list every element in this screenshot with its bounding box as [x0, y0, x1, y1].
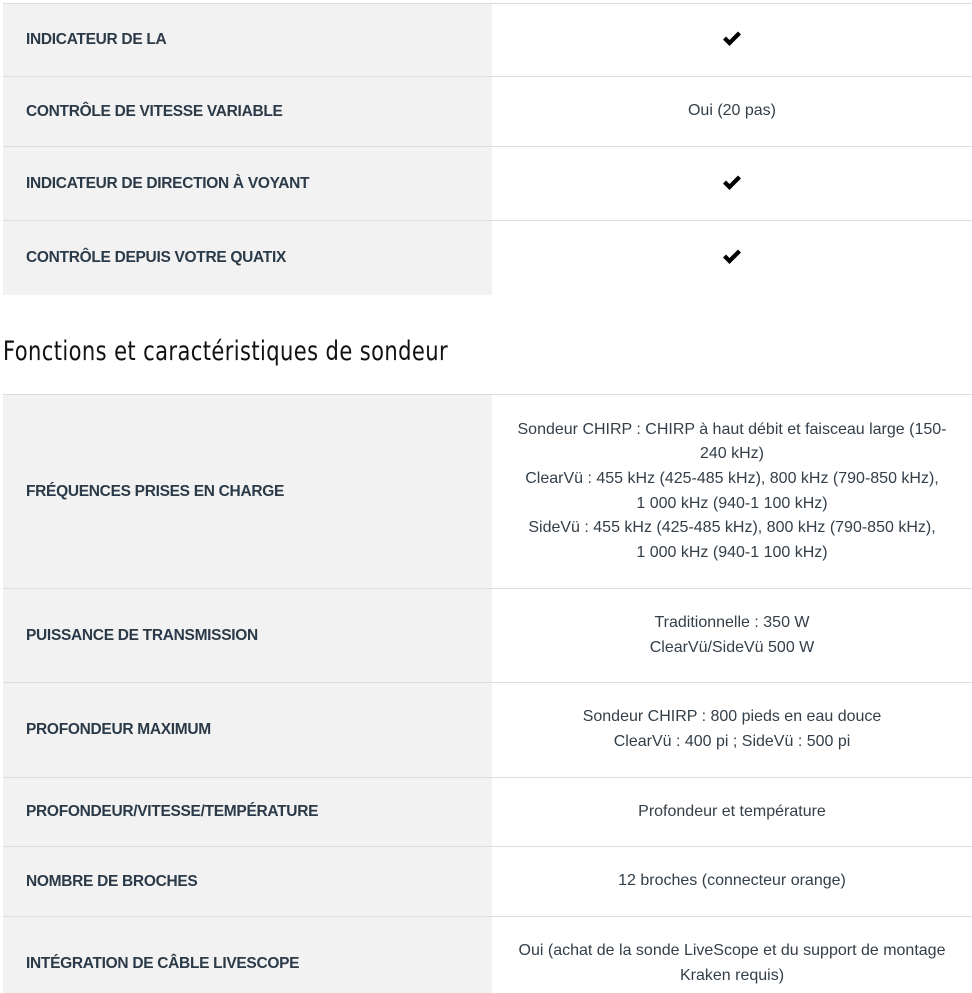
row-label: INDICATEUR DE LA — [3, 4, 492, 77]
value-line: Profondeur et température — [638, 802, 826, 820]
table-row — [3, 221, 972, 295]
row-label: PROFONDEUR MAXIMUM — [3, 683, 492, 778]
row-label: FRÉQUENCES PRISES EN CHARGE — [3, 395, 492, 589]
table-row — [3, 683, 972, 778]
row-label: CONTRÔLE DE VITESSE VARIABLE — [3, 77, 492, 147]
table-row — [3, 778, 972, 847]
row-label: CONTRÔLE DEPUIS VOTRE QUATIX — [3, 221, 492, 295]
row-value — [492, 917, 972, 993]
row-value — [492, 221, 972, 295]
row-label: INDICATEUR DE DIRECTION À VOYANT — [3, 147, 492, 221]
value-line: Oui (achat de la sonde LiveScope et du support de montage — [518, 942, 946, 960]
table-row — [3, 917, 972, 993]
table-row — [3, 147, 972, 221]
row-value: Oui (20 pas) — [492, 77, 972, 147]
value-line: ClearVü : 455 kHz (425-485 kHz), 800 kHz (790-850 kHz), — [525, 469, 939, 487]
row-value — [492, 683, 972, 778]
value-line: 1 000 kHz (940-1 100 kHz) — [636, 543, 828, 561]
value-line: 1 000 kHz (940-1 100 kHz) — [636, 494, 828, 512]
value-line: 12 broches (connecteur orange) — [618, 872, 846, 890]
row-label: INTÉGRATION DE CÂBLE LIVESCOPE — [3, 917, 492, 993]
row-value — [492, 589, 972, 683]
row-label: PUISSANCE DE TRANSMISSION — [3, 589, 492, 683]
value-line: 240 kHz) — [699, 445, 765, 463]
spec-table-sonar — [3, 394, 972, 993]
value-line: Traditionnelle : 350 W — [654, 613, 810, 631]
table-row — [3, 395, 972, 589]
table-row — [3, 589, 972, 683]
value-line: SideVü : 455 kHz (425-485 kHz), 800 kHz (790-850 kHz), — [528, 519, 936, 537]
value-line: ClearVü/SideVü 500 W — [649, 638, 815, 656]
row-label: NOMBRE DE BROCHES — [3, 847, 492, 917]
row-value — [492, 147, 972, 221]
checkmark-icon — [722, 31, 742, 47]
row-value — [492, 4, 972, 77]
value-line: Kraken requis) — [679, 966, 785, 984]
row-value — [492, 395, 972, 589]
table-row — [3, 847, 972, 917]
row-label: PROFONDEUR/VITESSE/TEMPÉRATURE — [3, 778, 492, 847]
section-title: Fonctions et caractéristiques de sondeur — [3, 336, 449, 367]
value-line: Sondeur CHIRP : 800 pieds en eau douce — [582, 708, 882, 726]
table-row — [3, 77, 972, 147]
value-line: Sondeur CHIRP : CHIRP à haut débit et faisceau large (150- — [517, 420, 947, 438]
checkmark-icon — [722, 175, 742, 191]
checkmark-icon — [722, 249, 742, 265]
row-value — [492, 847, 972, 917]
row-value — [492, 778, 972, 847]
value-line: ClearVü : 400 pi ; SideVü : 500 pi — [613, 733, 851, 750]
table-row — [3, 4, 972, 77]
spec-table-features — [3, 3, 972, 295]
